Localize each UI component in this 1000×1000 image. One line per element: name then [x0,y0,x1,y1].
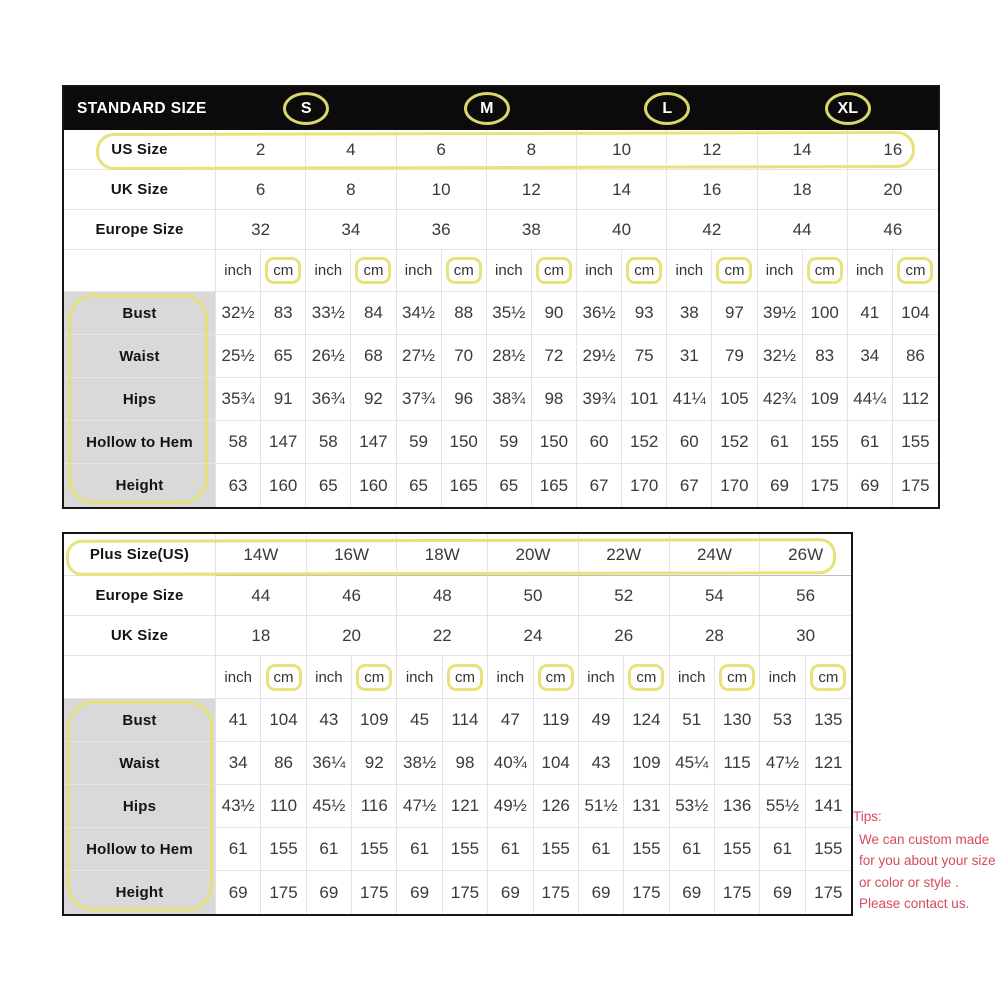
highlight-cm-box: cm [265,257,301,284]
size-value-cell: 54 [670,576,761,616]
measure-row-label-bust: Bust [64,699,216,742]
measure-value-cell: 75 [622,335,667,378]
measure-value-cell: 121 [443,785,488,828]
unit-cm-cell [715,656,760,699]
unit-cm-cell [534,656,579,699]
size-value-cell: 12 [487,170,577,210]
measure-value-cell: 175 [624,871,669,914]
measure-value-cell: 51½ [579,785,624,828]
standard-size-table [62,85,940,509]
measure-value-cell: 47½ [397,785,442,828]
measure-row-label-hips: Hips [64,785,216,828]
unit-inch-cell: inch [216,250,261,292]
measure-value-cell: 38¾ [487,378,532,421]
highlight-cm-box: cm [807,257,843,284]
measure-value-cell: 32½ [758,335,803,378]
measure-value-cell: 93 [622,292,667,335]
measure-value-cell: 86 [261,742,306,785]
measure-value-cell: 42¾ [758,378,803,421]
unit-inch-cell: inch [306,250,351,292]
size-value-cell: 26 [579,616,670,656]
measure-row-label-hollow-to-hem: Hollow to Hem [64,421,216,464]
measure-value-cell: 84 [351,292,396,335]
measure-value-cell: 69 [397,871,442,914]
measure-value-cell: 155 [534,828,579,871]
unit-inch-cell: inch [667,250,712,292]
size-value-cell: 18 [758,170,848,210]
measure-value-cell: 124 [624,699,669,742]
measure-value-cell: 175 [443,871,488,914]
measure-value-cell: 29½ [577,335,622,378]
unit-inch-cell: inch [579,656,624,699]
measure-value-cell: 65 [397,464,442,507]
measure-value-cell: 88 [442,292,487,335]
measure-value-cell: 67 [667,464,712,507]
size-group-cell [397,87,578,130]
size-value-cell: 36 [397,210,487,250]
size-value-cell: 38 [487,210,577,250]
measure-value-cell: 155 [803,421,848,464]
measure-value-cell: 45¼ [670,742,715,785]
measure-value-cell: 126 [534,785,579,828]
measure-value-cell: 61 [488,828,533,871]
measure-value-cell: 65 [487,464,532,507]
size-value-cell: 8 [487,130,577,170]
measure-value-cell: 69 [848,464,893,507]
measure-value-cell: 69 [760,871,805,914]
unit-cm-cell [532,250,577,292]
measure-value-cell: 69 [670,871,715,914]
unit-inch-cell: inch [216,656,261,699]
measure-value-cell: 136 [715,785,760,828]
measure-value-cell: 147 [261,421,306,464]
measure-value-cell: 91 [261,378,306,421]
measure-value-cell: 37¾ [397,378,442,421]
measure-value-cell: 116 [352,785,397,828]
measure-value-cell: 28½ [487,335,532,378]
size-value-cell: 8 [306,170,396,210]
measure-value-cell: 70 [442,335,487,378]
measure-value-cell: 69 [488,871,533,914]
size-value-cell: 20 [307,616,398,656]
measure-row-label-height: Height [64,871,216,914]
measure-value-cell: 65 [261,335,306,378]
measure-value-cell: 131 [624,785,669,828]
size-value-cell: 22W [579,534,670,576]
unit-cm-cell [624,656,669,699]
measure-value-cell: 25½ [216,335,261,378]
measure-value-cell: 175 [261,871,306,914]
row-label-europe-size: Europe Size [64,210,216,250]
tips-line: for you about your size [859,853,996,868]
measure-value-cell: 55½ [760,785,805,828]
measure-value-cell: 97 [712,292,757,335]
measure-value-cell: 41¼ [667,378,712,421]
measure-value-cell: 33½ [306,292,351,335]
size-value-cell: 10 [397,170,487,210]
measure-value-cell: 61 [848,421,893,464]
measure-value-cell: 41 [216,699,261,742]
size-value-cell: 48 [397,576,488,616]
highlight-cm-box: cm [719,664,755,691]
measure-value-cell: 155 [893,421,938,464]
size-value-cell: 2 [216,130,306,170]
measure-value-cell: 105 [712,378,757,421]
measure-value-cell: 65 [306,464,351,507]
tips-line: We can custom made [859,831,990,847]
measure-value-cell: 45 [397,699,442,742]
highlight-cm-box: cm [716,257,752,284]
highlight-cm-box: cm [810,664,846,691]
size-value-cell: 24 [488,616,579,656]
unit-inch-cell: inch [760,656,805,699]
measure-value-cell: 83 [803,335,848,378]
measure-value-cell: 38½ [397,742,442,785]
measure-value-cell: 83 [261,292,306,335]
size-value-cell: 14 [758,130,848,170]
size-value-cell: 30 [760,616,851,656]
unit-cm-cell [806,656,851,699]
measure-value-cell: 160 [351,464,396,507]
measure-value-cell: 114 [443,699,488,742]
measure-value-cell: 32½ [216,292,261,335]
measure-value-cell: 147 [351,421,396,464]
size-value-cell: 10 [577,130,667,170]
measure-value-cell: 60 [577,421,622,464]
measure-value-cell: 34 [848,335,893,378]
measure-value-cell: 100 [803,292,848,335]
unit-inch-cell: inch [488,656,533,699]
measure-value-cell: 40¾ [488,742,533,785]
measure-value-cell: 39½ [758,292,803,335]
size-value-cell: 20W [488,534,579,576]
row-label-us-size: US Size [64,130,216,170]
highlight-cm-box: cm [628,664,664,691]
unit-cm-cell [893,250,938,292]
measure-value-cell: 34½ [397,292,442,335]
size-value-cell: 46 [848,210,938,250]
plus-size-table [62,532,853,916]
unit-inch-cell: inch [758,250,803,292]
size-badge-s: S [283,92,329,125]
measure-value-cell: 51 [670,699,715,742]
measure-value-cell: 79 [712,335,757,378]
size-value-cell: 16 [667,170,757,210]
measure-value-cell: 135 [806,699,851,742]
measure-row-label-waist: Waist [64,335,216,378]
size-value-cell: 16 [848,130,938,170]
measure-value-cell: 72 [532,335,577,378]
measure-value-cell: 39¾ [577,378,622,421]
highlight-cm-box: cm [447,664,483,691]
measure-value-cell: 44¼ [848,378,893,421]
size-value-cell: 24W [670,534,761,576]
measure-value-cell: 34 [216,742,261,785]
size-value-cell: 44 [758,210,848,250]
measure-value-cell: 165 [442,464,487,507]
unit-cm-cell [351,250,396,292]
measure-value-cell: 175 [901,475,930,495]
measure-value-cell: 109 [803,378,848,421]
measure-value-cell: 175 [352,871,397,914]
size-badge-m: M [464,92,510,125]
custom-tips-note [853,806,999,915]
size-value-cell: 42 [667,210,757,250]
measure-value-cell: 119 [534,699,579,742]
size-value-cell: 32 [216,210,306,250]
highlight-cm-box: cm [626,257,662,284]
measure-value-cell: 104 [534,742,579,785]
unit-inch-cell: inch [307,656,352,699]
measure-value-cell: 61 [758,421,803,464]
measure-value-cell: 86 [893,335,938,378]
size-value-cell: 6 [216,170,306,210]
measure-value-cell: 170 [712,464,757,507]
measure-value-cell: 155 [352,828,397,871]
measure-value-cell: 61 [670,828,715,871]
measure-value-cell: 165 [532,464,577,507]
size-badge-xl: XL [825,92,871,125]
unit-cm-cell [442,250,487,292]
unit-row-label [64,250,216,292]
measure-value-cell: 59 [397,421,442,464]
size-value-cell: 52 [579,576,670,616]
size-value-cell: 22 [397,616,488,656]
measure-value-cell: 101 [622,378,667,421]
measure-row-label-hollow-to-hem: Hollow to Hem [64,828,216,871]
unit-cm-cell [261,656,306,699]
measure-value-cell: 38 [667,292,712,335]
measure-value-cell: 92 [352,742,397,785]
measure-value-cell: 175 [803,464,848,507]
size-value-cell: 14 [577,170,667,210]
size-group-cell [216,87,397,130]
measure-value-cell: 58 [216,421,261,464]
size-value-cell: 44 [216,576,307,616]
highlight-cm-box: cm [355,257,391,284]
measure-value-cell: 104 [261,699,306,742]
size-value-cell: 34 [306,210,396,250]
measure-value-cell: 43½ [216,785,261,828]
measure-value-cell: 47½ [760,742,805,785]
table-title: STANDARD SIZE [64,87,216,130]
measure-value-cell: 152 [712,421,757,464]
measure-value-cell: 155 [715,828,760,871]
size-value-cell: 18W [397,534,488,576]
measure-value-cell: 35½ [487,292,532,335]
highlight-cm-box: cm [538,664,574,691]
size-value-cell: 6 [397,130,487,170]
measure-value-cell: 53 [760,699,805,742]
measure-value-cell: 96 [442,378,487,421]
measure-value-cell: 115 [715,742,760,785]
measure-value-cell: 160 [261,464,306,507]
size-group-cell [758,87,939,130]
measure-value-cell: 98 [443,742,488,785]
measure-value-cell: 35¾ [216,378,261,421]
measure-value-cell: 155 [806,828,851,871]
row-label-uk-size: UK Size [64,170,216,210]
measure-value-cell: 98 [532,378,577,421]
measure-value-cell: 49 [579,699,624,742]
measure-value-cell: 68 [351,335,396,378]
tips-title: Tips: [853,809,882,824]
size-value-cell: 26W [760,534,851,576]
measure-row-label-hips: Hips [64,378,216,421]
unit-inch-cell: inch [670,656,715,699]
unit-cm-cell [352,656,397,699]
measure-value-cell: 43 [579,742,624,785]
measure-value-cell: 112 [893,378,938,421]
highlight-cm-box: cm [266,664,302,691]
unit-inch-cell: inch [848,250,893,292]
measure-value-cell: 26½ [306,335,351,378]
measure-value-cell: 63 [216,464,261,507]
measure-value-cell: 155 [443,828,488,871]
size-value-cell: 56 [760,576,851,616]
size-value-cell: 14W [216,534,307,576]
highlight-cm-box: cm [446,257,482,284]
unit-inch-cell: inch [487,250,532,292]
size-value-cell: 12 [667,130,757,170]
unit-row-label [64,656,216,699]
measure-value-cell: 36¼ [307,742,352,785]
measure-value-cell: 155 [261,828,306,871]
size-value-cell: 28 [670,616,761,656]
size-group-cell [577,87,758,130]
measure-value-cell: 130 [715,699,760,742]
unit-cm-cell [443,656,488,699]
tips-line: or color or style . [859,874,959,890]
measure-value-cell: 69 [579,871,624,914]
measure-value-cell: 61 [760,828,805,871]
row-label-uk-size: UK Size [64,616,216,656]
highlight-cm-box: cm [897,257,933,284]
unit-inch-cell: inch [397,656,442,699]
measure-value-cell: 61 [397,828,442,871]
measure-value-cell: 47 [488,699,533,742]
measure-row-label-bust: Bust [64,292,216,335]
measure-value-cell: 27½ [397,335,442,378]
measure-value-cell: 109 [624,742,669,785]
size-value-cell: 50 [488,576,579,616]
measure-value-cell: 36¾ [306,378,351,421]
measure-value-cell: 155 [624,828,669,871]
unit-cm-cell [261,250,306,292]
measure-value-cell: 45½ [307,785,352,828]
measure-value-cell: 60 [667,421,712,464]
measure-value-cell: 69 [216,871,261,914]
measure-value-cell: 58 [306,421,351,464]
measure-value-cell: 41 [848,292,893,335]
unit-cm-cell [803,250,848,292]
measure-value-cell: 61 [216,828,261,871]
measure-value-cell: 53½ [670,785,715,828]
measure-value-cell: 150 [532,421,577,464]
unit-cm-cell [712,250,757,292]
measure-value-cell: 110 [261,785,306,828]
measure-value-cell: 43 [307,699,352,742]
size-value-cell: 4 [306,130,396,170]
measure-value-cell: 175 [814,882,843,902]
measure-value-cell: 104 [893,292,938,335]
measure-row-label-waist: Waist [64,742,216,785]
measure-value-cell: 121 [806,742,851,785]
unit-inch-cell: inch [577,250,622,292]
size-value-cell: 18 [216,616,307,656]
measure-value-cell: 109 [352,699,397,742]
size-badge-l: L [644,92,690,125]
measure-value-cell: 61 [579,828,624,871]
measure-value-cell: 170 [622,464,667,507]
measure-value-cell: 67 [577,464,622,507]
measure-value-cell: 59 [487,421,532,464]
size-value-cell: 40 [577,210,667,250]
measure-value-cell: 92 [351,378,396,421]
measure-value-cell: 150 [442,421,487,464]
measure-value-cell: 31 [667,335,712,378]
measure-value-cell: 152 [622,421,667,464]
measure-value-cell: 69 [758,464,803,507]
measure-value-cell: 36½ [577,292,622,335]
highlight-cm-box: cm [536,257,572,284]
unit-inch-cell: inch [397,250,442,292]
row-label-plus-size-us-: Plus Size(US) [64,534,216,576]
tips-line: Please contact us. [859,896,970,911]
size-value-cell: 16W [307,534,398,576]
measure-value-cell: 69 [307,871,352,914]
measure-value-cell: 141 [806,785,851,828]
size-value-cell: 46 [307,576,398,616]
measure-value-cell: 175 [534,871,579,914]
unit-cm-cell [622,250,667,292]
measure-row-label-height: Height [64,464,216,507]
measure-value-cell: 49½ [488,785,533,828]
measure-value-cell: 90 [532,292,577,335]
measure-value-cell: 61 [307,828,352,871]
highlight-cm-box: cm [356,664,392,691]
row-label-europe-size: Europe Size [64,576,216,616]
measure-value-cell: 175 [715,871,760,914]
size-value-cell: 20 [848,170,938,210]
